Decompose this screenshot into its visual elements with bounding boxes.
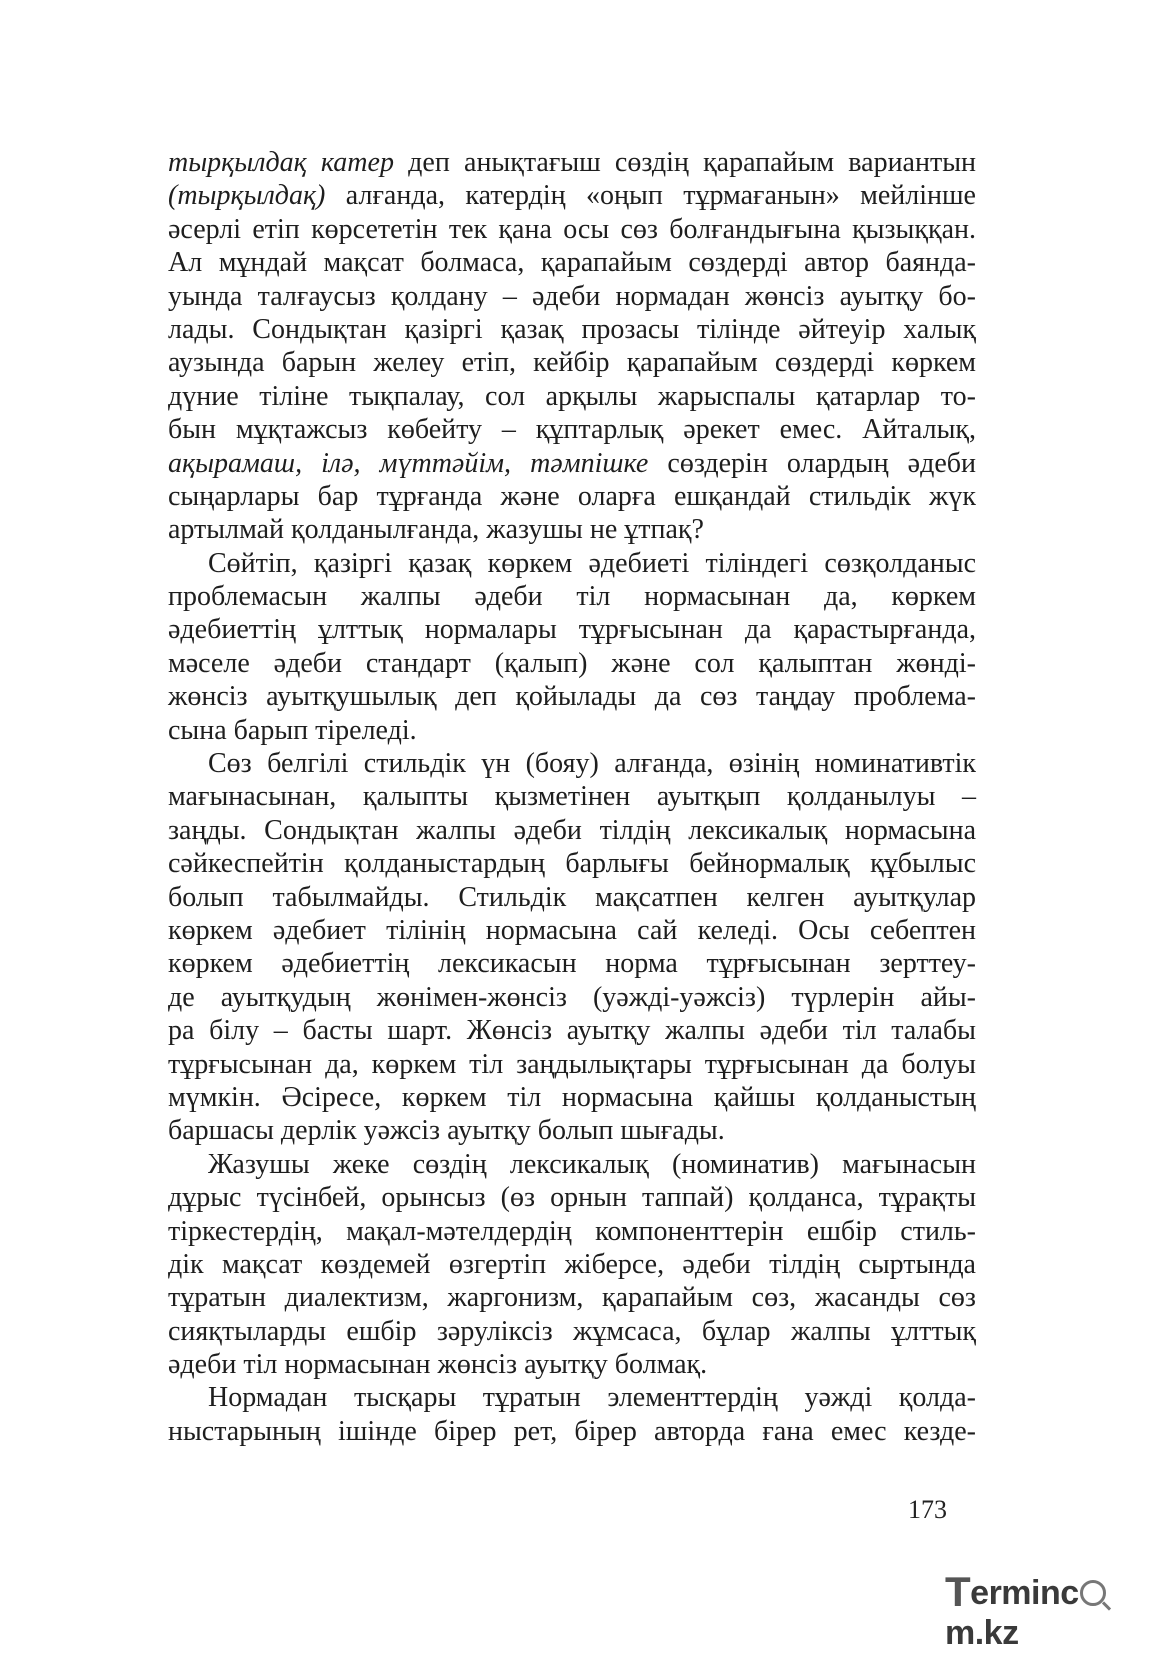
text-run: әсерлі етіп көрсететін тек қана осы сөз болғандығына қызыққан. — [168, 213, 976, 245]
text-run: бын мұқтажсыз көбейту – құптарлық әрекет емес. Айталық, — [168, 414, 976, 446]
text-line — [168, 246, 976, 279]
text-line — [168, 1215, 976, 1248]
text-run: артылмай қолданылғанда, жазушы не ұтпақ? — [168, 514, 704, 546]
paragraph — [168, 146, 976, 547]
text-line — [168, 213, 976, 246]
text-run: заңды. Сондықтан жалпы әдеби тілдің лексикалық нормасына — [168, 814, 976, 846]
text-run: сияқтыларды ешбір зәруліксіз жұмсаса, бұлар жалпы ұлттық — [168, 1315, 976, 1347]
text-line — [168, 714, 976, 747]
text-run: болып табылмайды. Стильдік мақсатпен келген ауытқулар — [168, 881, 976, 913]
text-line — [168, 1148, 976, 1181]
text-run: көркем әдебиеттің лексикасын норма тұрғысынан зерттеу- — [168, 948, 976, 980]
watermark-text-part2: c — [1060, 1574, 1079, 1612]
text-run: баршасы дерлік уәжсіз ауытқу болып шығады. — [168, 1115, 725, 1147]
text-line — [168, 513, 976, 546]
watermark-text-part3: m.kz — [945, 1614, 1019, 1652]
text-run: лады. Сондықтан қазіргі қазақ прозасы тілінде әйтеуір халық — [168, 313, 976, 345]
text-run: әдеби тіл нормасынан жөнсіз ауытқу болмақ. — [168, 1349, 708, 1381]
paragraph — [168, 747, 976, 1148]
text-run: Сөз белгілі стильдік үн (бояу) алғанда, өзінің номинативтік — [208, 748, 976, 780]
text-line — [168, 680, 976, 713]
text-line — [168, 1248, 976, 1281]
text-run: тіркестердің, мақал-мәтелдердің компоненттерін ешбір стиль- — [168, 1215, 976, 1247]
text-run: мәселе әдеби стандарт (қалып) және сол қалыптан жөнді- — [168, 647, 976, 679]
text-run: деп анықтағыш сөздің қарапайым вариантын — [393, 147, 977, 178]
text-run: сөздерін олардың әдеби — [648, 447, 976, 479]
text-line — [168, 580, 976, 613]
text-run: ра білу – басты шарт. Жөнсіз ауытқу жалпы әдеби тіл талабы — [168, 1015, 976, 1047]
text-line — [168, 1081, 976, 1114]
termincom-watermark-logo — [945, 1566, 1145, 1652]
text-line — [168, 1048, 976, 1081]
text-line — [168, 1281, 976, 1314]
text-run: мағынасынан, қалыпты қызметінен ауытқып қолданылуы – — [168, 781, 976, 813]
magnifier-icon — [1080, 1580, 1106, 1606]
text-run: Нормадан тысқары тұратын элементтердің уәжді қолда- — [208, 1382, 976, 1414]
text-line — [168, 981, 976, 1014]
italic-term: тырқылдақ катер — [168, 147, 394, 178]
text-run: тұрғысынан да, көркем тіл заңдылықтары тұрғысынан да болуы — [168, 1048, 976, 1080]
text-run: Сөйтіп, қазіргі қазақ көркем әдебиеті тіліндегі сөзқолданыс — [208, 547, 976, 579]
text-line — [168, 1381, 976, 1414]
text-run: дұрыс түсінбей, орынсыз (өз орнын таппай) қолданса, тұрақты — [168, 1182, 976, 1214]
paragraph — [168, 1381, 976, 1448]
text-run: сәйкеспейтін қолданыстардың барлығы бейнормалық құбылыс — [168, 848, 976, 880]
text-line — [168, 947, 976, 980]
text-line — [168, 613, 976, 646]
text-line — [168, 1348, 976, 1381]
text-run: де ауытқудың жөнімен-жөнсіз (уәжді-уәжсіз) түрлерін айы- — [168, 981, 976, 1013]
text-line — [168, 747, 976, 780]
text-line — [168, 547, 976, 580]
text-line — [168, 814, 976, 847]
text-line — [168, 1114, 976, 1147]
text-line — [168, 313, 976, 346]
text-run: дүние тіліне тықпалау, сол арқылы жарыспалы қатарлар то- — [168, 380, 976, 412]
main-text — [168, 146, 976, 1448]
text-line — [168, 881, 976, 914]
paragraph — [168, 547, 976, 747]
text-line — [168, 1014, 976, 1047]
text-line — [168, 146, 976, 179]
text-line — [168, 847, 976, 880]
italic-term: ақырамаш, ілә, мүттәйім, тәмпішке — [168, 447, 649, 479]
paragraph — [168, 1148, 976, 1382]
text-line — [168, 480, 976, 513]
text-line — [168, 346, 976, 379]
text-run: әдебиеттің ұлттық нормалары тұрғысынан да қарастырғанда, — [168, 614, 976, 646]
text-line — [168, 280, 976, 313]
text-run: проблемасын жалпы әдеби тіл нормасынан да, көркем — [168, 581, 976, 613]
text-line — [168, 780, 976, 813]
watermark-text-part1: ermin — [970, 1574, 1061, 1612]
text-run: аузында барын желеу етіп, кейбір қарапайым сөздерді көркем — [168, 347, 976, 379]
text-line — [168, 1415, 976, 1448]
text-line — [168, 413, 976, 446]
text-line — [168, 447, 976, 480]
text-run: сына барып тіреледі. — [168, 714, 417, 746]
text-run: тұратын диалектизм, жаргонизм, қарапайым сөз, жасанды сөз — [168, 1282, 976, 1314]
text-run: жөнсіз ауытқушылық деп қойылады да сөз таңдау проблема- — [168, 681, 976, 713]
text-run: Ал мұндай мақсат болмаса, қарапайым сөздерді автор баянда- — [168, 247, 976, 279]
text-run: алғанда, катердің «оңып тұрмағанын» мейлінше — [325, 180, 976, 212]
text-line — [168, 914, 976, 947]
text-run: ныстарының ішінде бірер рет, бірер авторда ғана емес кезде- — [168, 1415, 976, 1447]
text-line — [168, 1315, 976, 1348]
text-run: мүмкін. Әсіресе, көркем тіл нормасына қайшы қолданыстың — [168, 1081, 976, 1113]
italic-term: (тырқылдақ) — [168, 180, 326, 212]
watermark-letter-t: T — [945, 1568, 971, 1615]
text-run: Жазушы жеке сөздің лексикалық (номинатив) мағынасын — [208, 1148, 976, 1180]
text-line — [168, 647, 976, 680]
text-line — [168, 1181, 976, 1214]
text-line — [168, 380, 976, 413]
text-line — [168, 179, 976, 212]
text-run: уында талғаусыз қолдану – әдеби нормадан жөнсіз ауытқу бо- — [168, 280, 976, 312]
text-run: сыңарлары бар тұрғанда және оларға ешқандай стильдік жүк — [168, 480, 976, 512]
text-run: дік мақсат көздемей өзгертіп жіберсе, әдеби тілдің сыртында — [168, 1248, 976, 1280]
text-run: көркем әдебиет тілінің нормасына сай келеді. Осы себептен — [168, 914, 976, 946]
page-number: 173 — [908, 1495, 947, 1524]
